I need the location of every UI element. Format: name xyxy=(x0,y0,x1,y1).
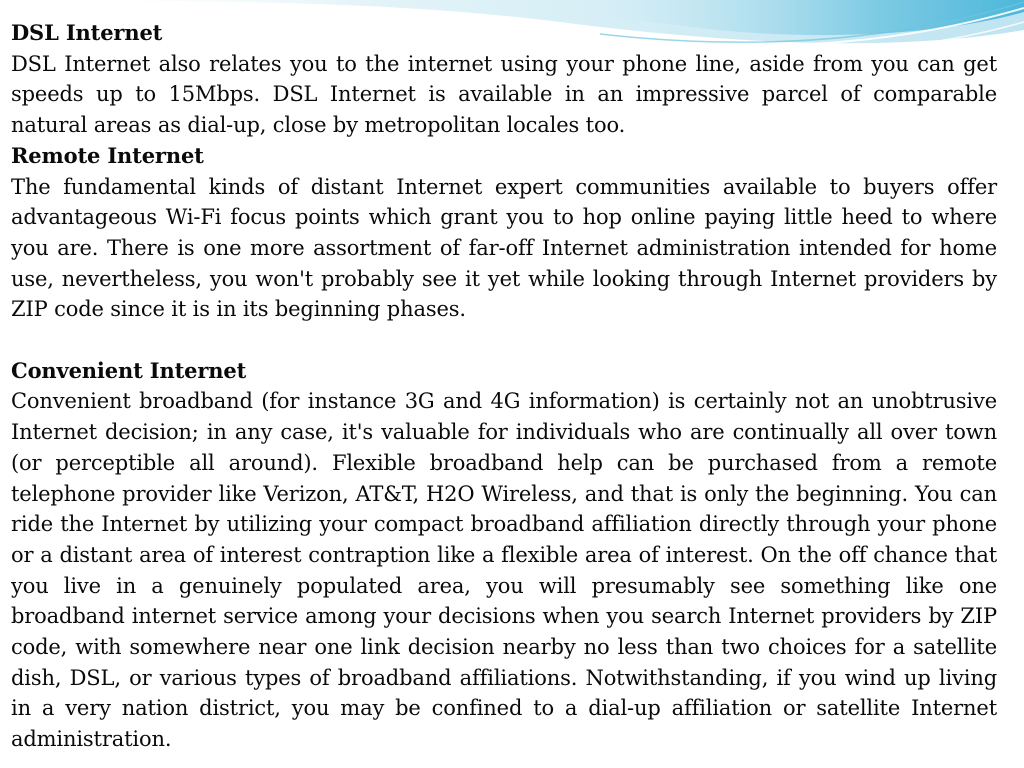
section-body-dsl: DSL Internet also relates you to the internet using your phone line, aside from you can get speeds up to 15Mbps. DSL Internet is available in an impressive parcel of comparable natural areas as dial-up, close by metropolitan locales too. xyxy=(11,51,997,138)
section-body-remote: The fundamental kinds of distant Internet expert communities available to buyers offer advantageous Wi-Fi focus points which grant you to hop online paying little heed to where you are. There is one more assortment of far-off Internet administration intended for home use, nevertheless, you won't probably see it yet while looking through Internet providers by ZIP code since it is in its beginning phases. xyxy=(11,174,997,322)
section-body-convenient: Convenient broadband (for instance 3G and 4G information) is certainly not an unobtrusive Internet decision; in any case, it's valuable for individuals who are continually all over town (or perceptible all around). Flexible broadband help can be purchased from a remote telephone provider like Verizon, AT&T, H2O Wireless, and that is only the beginning. You can ride the Internet by utilizing your compact broadband affiliation directly through your phone or a distant area of interest contraption like a flexible area of interest. On the off chance that you live in a genuinely populated area, you will presumably see something like one broadband internet service among your decisions when you search Internet providers by ZIP code, with somewhere near one link decision nearby no less than two choices for a satellite dish, DSL, or various types of broadband affiliations. Notwithstanding, if you wind up living in a very nation district, you may be confined to a dial-up affiliation or satellite Internet administration. xyxy=(11,389,997,752)
section-heading-convenient: Convenient Internet xyxy=(11,357,247,383)
paragraph-spacer xyxy=(11,325,997,356)
section-heading-dsl: DSL Internet xyxy=(11,20,163,45)
text-content xyxy=(11,18,997,755)
section-heading-remote: Remote Internet xyxy=(11,142,204,168)
